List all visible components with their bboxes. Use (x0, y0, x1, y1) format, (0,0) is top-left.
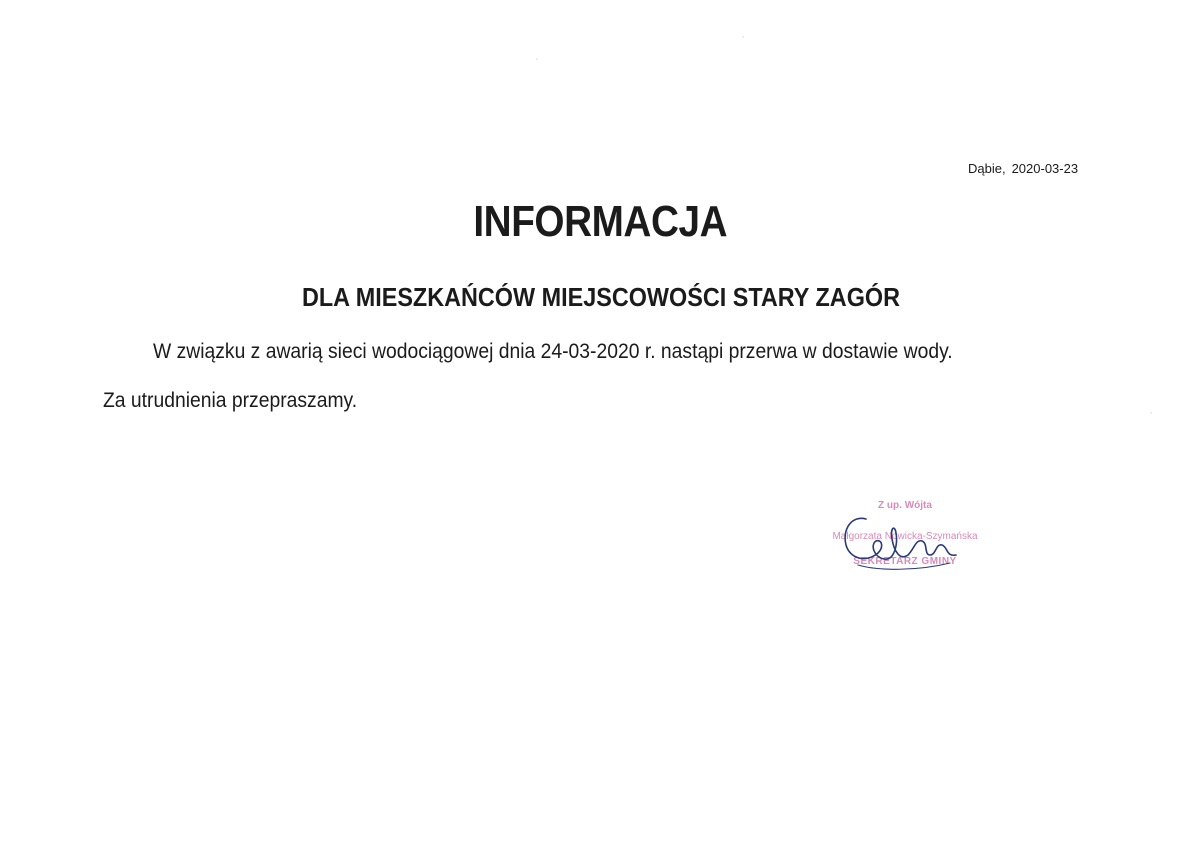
handwritten-signature (838, 505, 968, 580)
scan-speck (536, 58, 538, 60)
stamp-title-line: SEKRETARZ GMINY (853, 556, 957, 567)
apology-paragraph: Za utrudnienia przepraszamy. (103, 389, 358, 412)
place-name: Dąbie, (968, 161, 1006, 176)
document-date: 2020-03-23 (1011, 161, 1079, 176)
document-title: INFORMACJA (473, 197, 728, 246)
document-subtitle: DLA MIESZKAŃCÓW MIEJSCOWOŚCI STARY ZAGÓR (301, 282, 900, 312)
place-date-line (968, 161, 1078, 176)
stamp-authority-line: Z up. Wójta (878, 500, 932, 511)
announcement-paragraph: W związku z awarią sieci wodociągowej dnia 24-03-2020 r. nastąpi przerwa w dostawie wody. (153, 340, 953, 363)
stamp-name-line: Małgorzata Nowicka-Szymańska (832, 531, 978, 542)
scan-speck (1150, 412, 1152, 414)
scan-speck (742, 36, 744, 38)
